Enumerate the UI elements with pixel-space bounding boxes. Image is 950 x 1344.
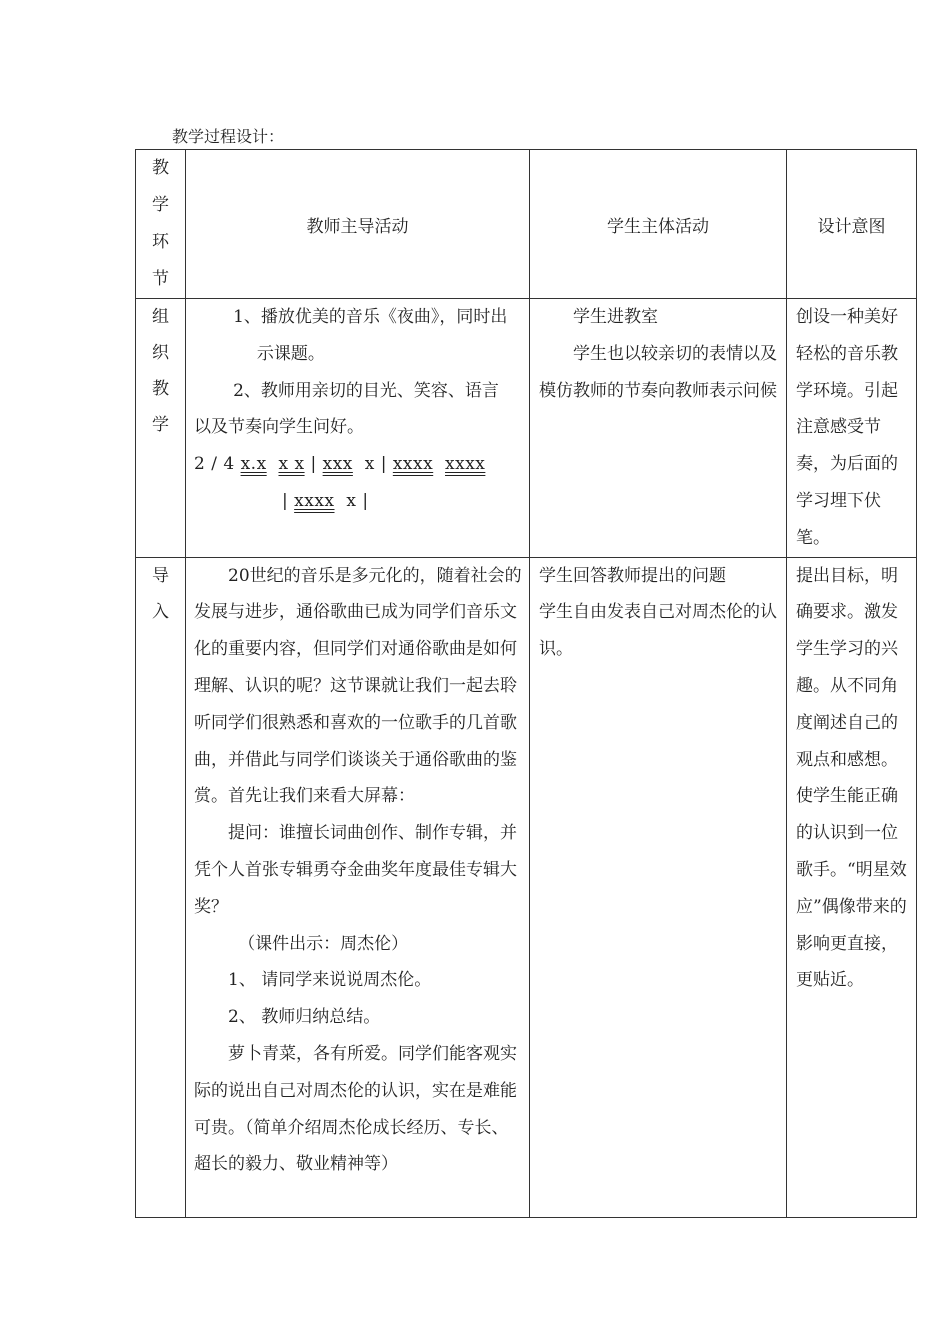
design-intent-cell [787,299,917,558]
design-intent-text: 提出目标，明确要求。激发学生学习的兴趣。从不同角度阐述自己的观点和感想。使学生能正确的认识到一位歌手。“明星效应”偶像带来的影响更直接，更贴近。 [796,565,907,991]
time-signature: 2 / 4 [194,454,241,475]
rhythm-beat: x [346,490,357,511]
student-paragraph: 学生进教室 [573,307,658,327]
bar-line: | [310,454,317,475]
stage-char: 入 [152,601,169,622]
student-paragraph: 学生回答教师提出的问题 [539,565,726,586]
teacher-activity-cell [186,557,530,1217]
section-heading: 教学过程设计： [172,127,285,146]
student-paragraph: 学生自由发表自己对周杰伦的认识。 [539,602,777,660]
stage-char: 组 [152,307,169,327]
student-paragraph: 学生也以较亲切的表情以及模仿教师的节奏向教师表示问候 [539,343,777,401]
table-row [136,557,917,1217]
student-activity-cell [530,299,787,558]
table-header-row [136,150,917,299]
bar-line: | [282,490,289,511]
stage-char: 教 [152,379,169,399]
design-intent-cell [787,557,917,1217]
student-activity-cell [530,557,787,1217]
teacher-paragraph: 1、 请同学来说说周杰伦。 [228,970,432,991]
rhythm-beat: x x [278,454,305,475]
stage-cell [136,299,186,558]
teacher-paragraph: 20世纪的音乐是多元化的，随着社会的发展与进步，通俗歌曲已成为同学们音乐文化的重要内容，但同学们对通俗歌曲是如何理解、认识的呢？这节课就让我们一起去聆听同学们很熟悉和喜欢的一位歌手的几首歌曲，并借此与同学们谈谈关于通俗歌曲的鉴赏。首先让我们来看大屏幕： [194,565,522,807]
rhythm-notation [194,446,523,483]
bar-line: | [380,454,387,475]
teacher-paragraph: 2、 教师归纳总结。 [228,1007,381,1028]
rhythm-notation [194,483,523,520]
teacher-activity-cell [186,299,530,558]
rhythm-beat: xxx [322,454,353,475]
rhythm-beat: xxxx [392,454,434,475]
bar-line: | [362,490,369,511]
header-teacher: 教师主导活动 [186,150,530,299]
rhythm-beat: xxxx [445,454,486,475]
header-student: 学生主体活动 [530,150,787,299]
table-row [136,299,917,558]
header-stage-char: 学 [152,195,169,215]
teacher-paragraph: 2、教师用亲切的目光、笑容、语言 [233,380,499,401]
teacher-paragraph: （课件出示：周杰伦） [238,933,409,954]
stage-cell [136,557,186,1217]
stage-char: 学 [152,415,169,435]
teacher-paragraph: 示课题。 [256,343,325,364]
design-intent-text: 创设一种美好轻松的音乐教学环境。引起注意感受节奏，为后面的学习埋下伏笔。 [796,307,898,548]
teacher-paragraph: 提问：谁擅长词曲创作、制作专辑，并凭个人首张专辑勇夺金曲奖年度最佳专辑大奖？ [194,823,517,917]
header-stage-char: 节 [152,269,169,289]
teacher-paragraph: 以及节奏向学生问好。 [194,417,364,438]
stage-char: 织 [152,343,169,363]
header-intent: 设计意图 [787,150,917,299]
teacher-paragraph: 萝卜青菜，各有所爱。同学们能客观实际的说出自己对周杰伦的认识，实在是难能可贵。（简单介绍周杰伦成长经历、专长、超长的毅力、敬业精神等） [194,1043,517,1175]
header-stage-char: 教 [152,158,169,178]
lesson-plan-table [135,149,917,1218]
rhythm-beat: x [364,454,375,475]
rhythm-beat: x.x [240,454,267,475]
rhythm-beat: xxxx [294,490,335,511]
header-stage [136,150,186,299]
teacher-paragraph: 1、播放优美的音乐《夜曲》，同时出 [233,307,508,327]
stage-char: 导 [152,565,169,586]
header-stage-char: 环 [152,232,169,252]
